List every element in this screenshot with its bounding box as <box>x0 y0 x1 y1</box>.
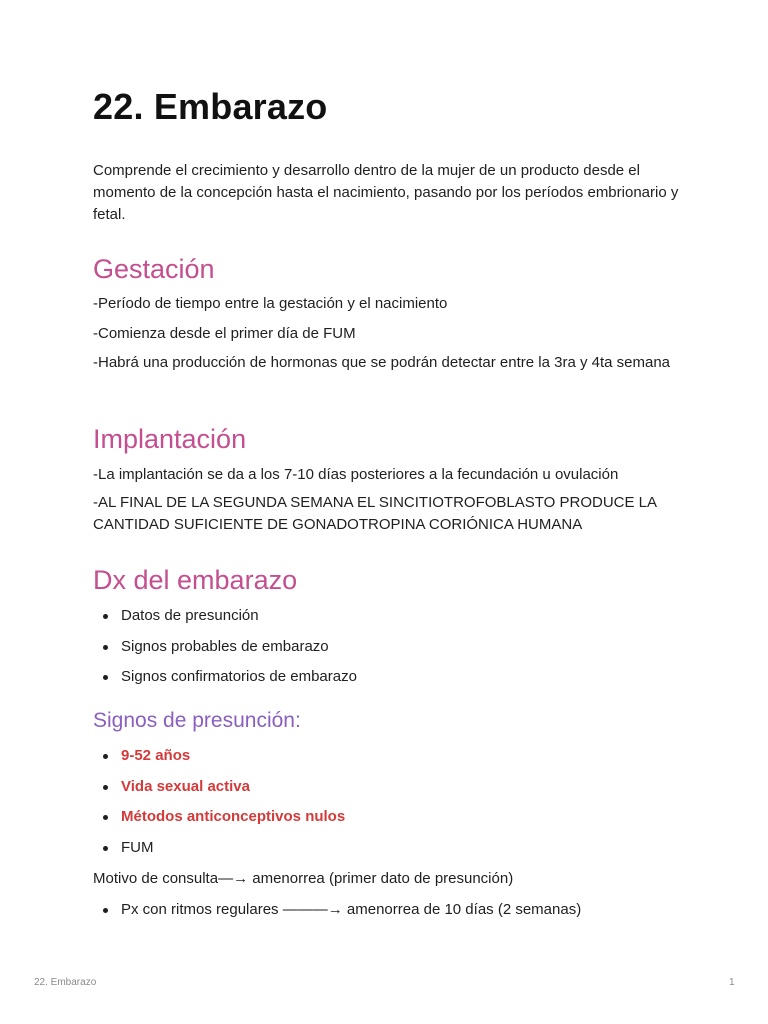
bullet-icon <box>103 815 108 820</box>
list-item: Métodos anticonceptivos nulos <box>93 806 683 837</box>
list-item: Datos de presunción <box>93 605 683 636</box>
list-item: Px con ritmos regulares ———→ amenorrea de 10 días (2 semanas) <box>93 899 683 930</box>
list-item: FUM <box>93 837 683 868</box>
gestacion-line-2: -Comienza desde el primer día de FUM <box>93 325 356 342</box>
bullet-icon <box>103 908 108 913</box>
list-item: Signos confirmatorios de embarazo <box>93 666 683 697</box>
list-item: Signos probables de embarazo <box>93 636 683 667</box>
footer-page-number: 1 <box>729 977 735 988</box>
bullet-icon <box>103 846 108 851</box>
bullet-icon <box>103 785 108 790</box>
heading-implantacion: Implantación <box>93 424 247 454</box>
motivo-consulta-line: Motivo de consulta—→ amenorrea (primer dato de presunción) <box>93 870 514 887</box>
heading-gestacion: Gestación <box>93 254 215 284</box>
gestacion-line-3: -Habrá una producción de hormonas que se podrán detectar entre la 3ra y 4ta semana <box>93 354 671 371</box>
implantacion-line-2: -AL FINAL DE LA SEGUNDA SEMANA EL SINCITIOTROFOBLASTO PRODUCE LA CANTIDAD SUFICIENTE DE GONADOTROPINA CORIÓNICA HUMANA <box>93 494 657 533</box>
bullet-icon <box>103 754 108 759</box>
presuncion-list <box>93 745 683 867</box>
list-item: 9-52 años <box>93 745 683 776</box>
heading-signos-presuncion: Signos de presunción: <box>93 709 301 732</box>
footer-doc-title: 22. Embarazo <box>34 977 97 988</box>
bullet-icon <box>103 675 108 680</box>
gestacion-line-1: -Período de tiempo entre la gestación y el nacimiento <box>93 295 448 312</box>
heading-dx-embarazo: Dx del embarazo <box>93 565 298 595</box>
implantacion-line-1: -La implantación se da a los 7-10 días posteriores a la fecundación u ovulación <box>93 466 619 483</box>
intro-paragraph: Comprende el crecimiento y desarrollo dentro de la mujer de un producto desde el momento de la concepción hasta el nacimiento, pasando por los períodos embrionario y fetal. <box>93 162 679 223</box>
page-title: 22. Embarazo <box>93 86 328 127</box>
presuncion-sub-list <box>93 899 683 930</box>
bullet-icon <box>103 614 108 619</box>
list-item: Vida sexual activa <box>93 776 683 807</box>
dx-list <box>93 605 683 697</box>
bullet-icon <box>103 645 108 650</box>
